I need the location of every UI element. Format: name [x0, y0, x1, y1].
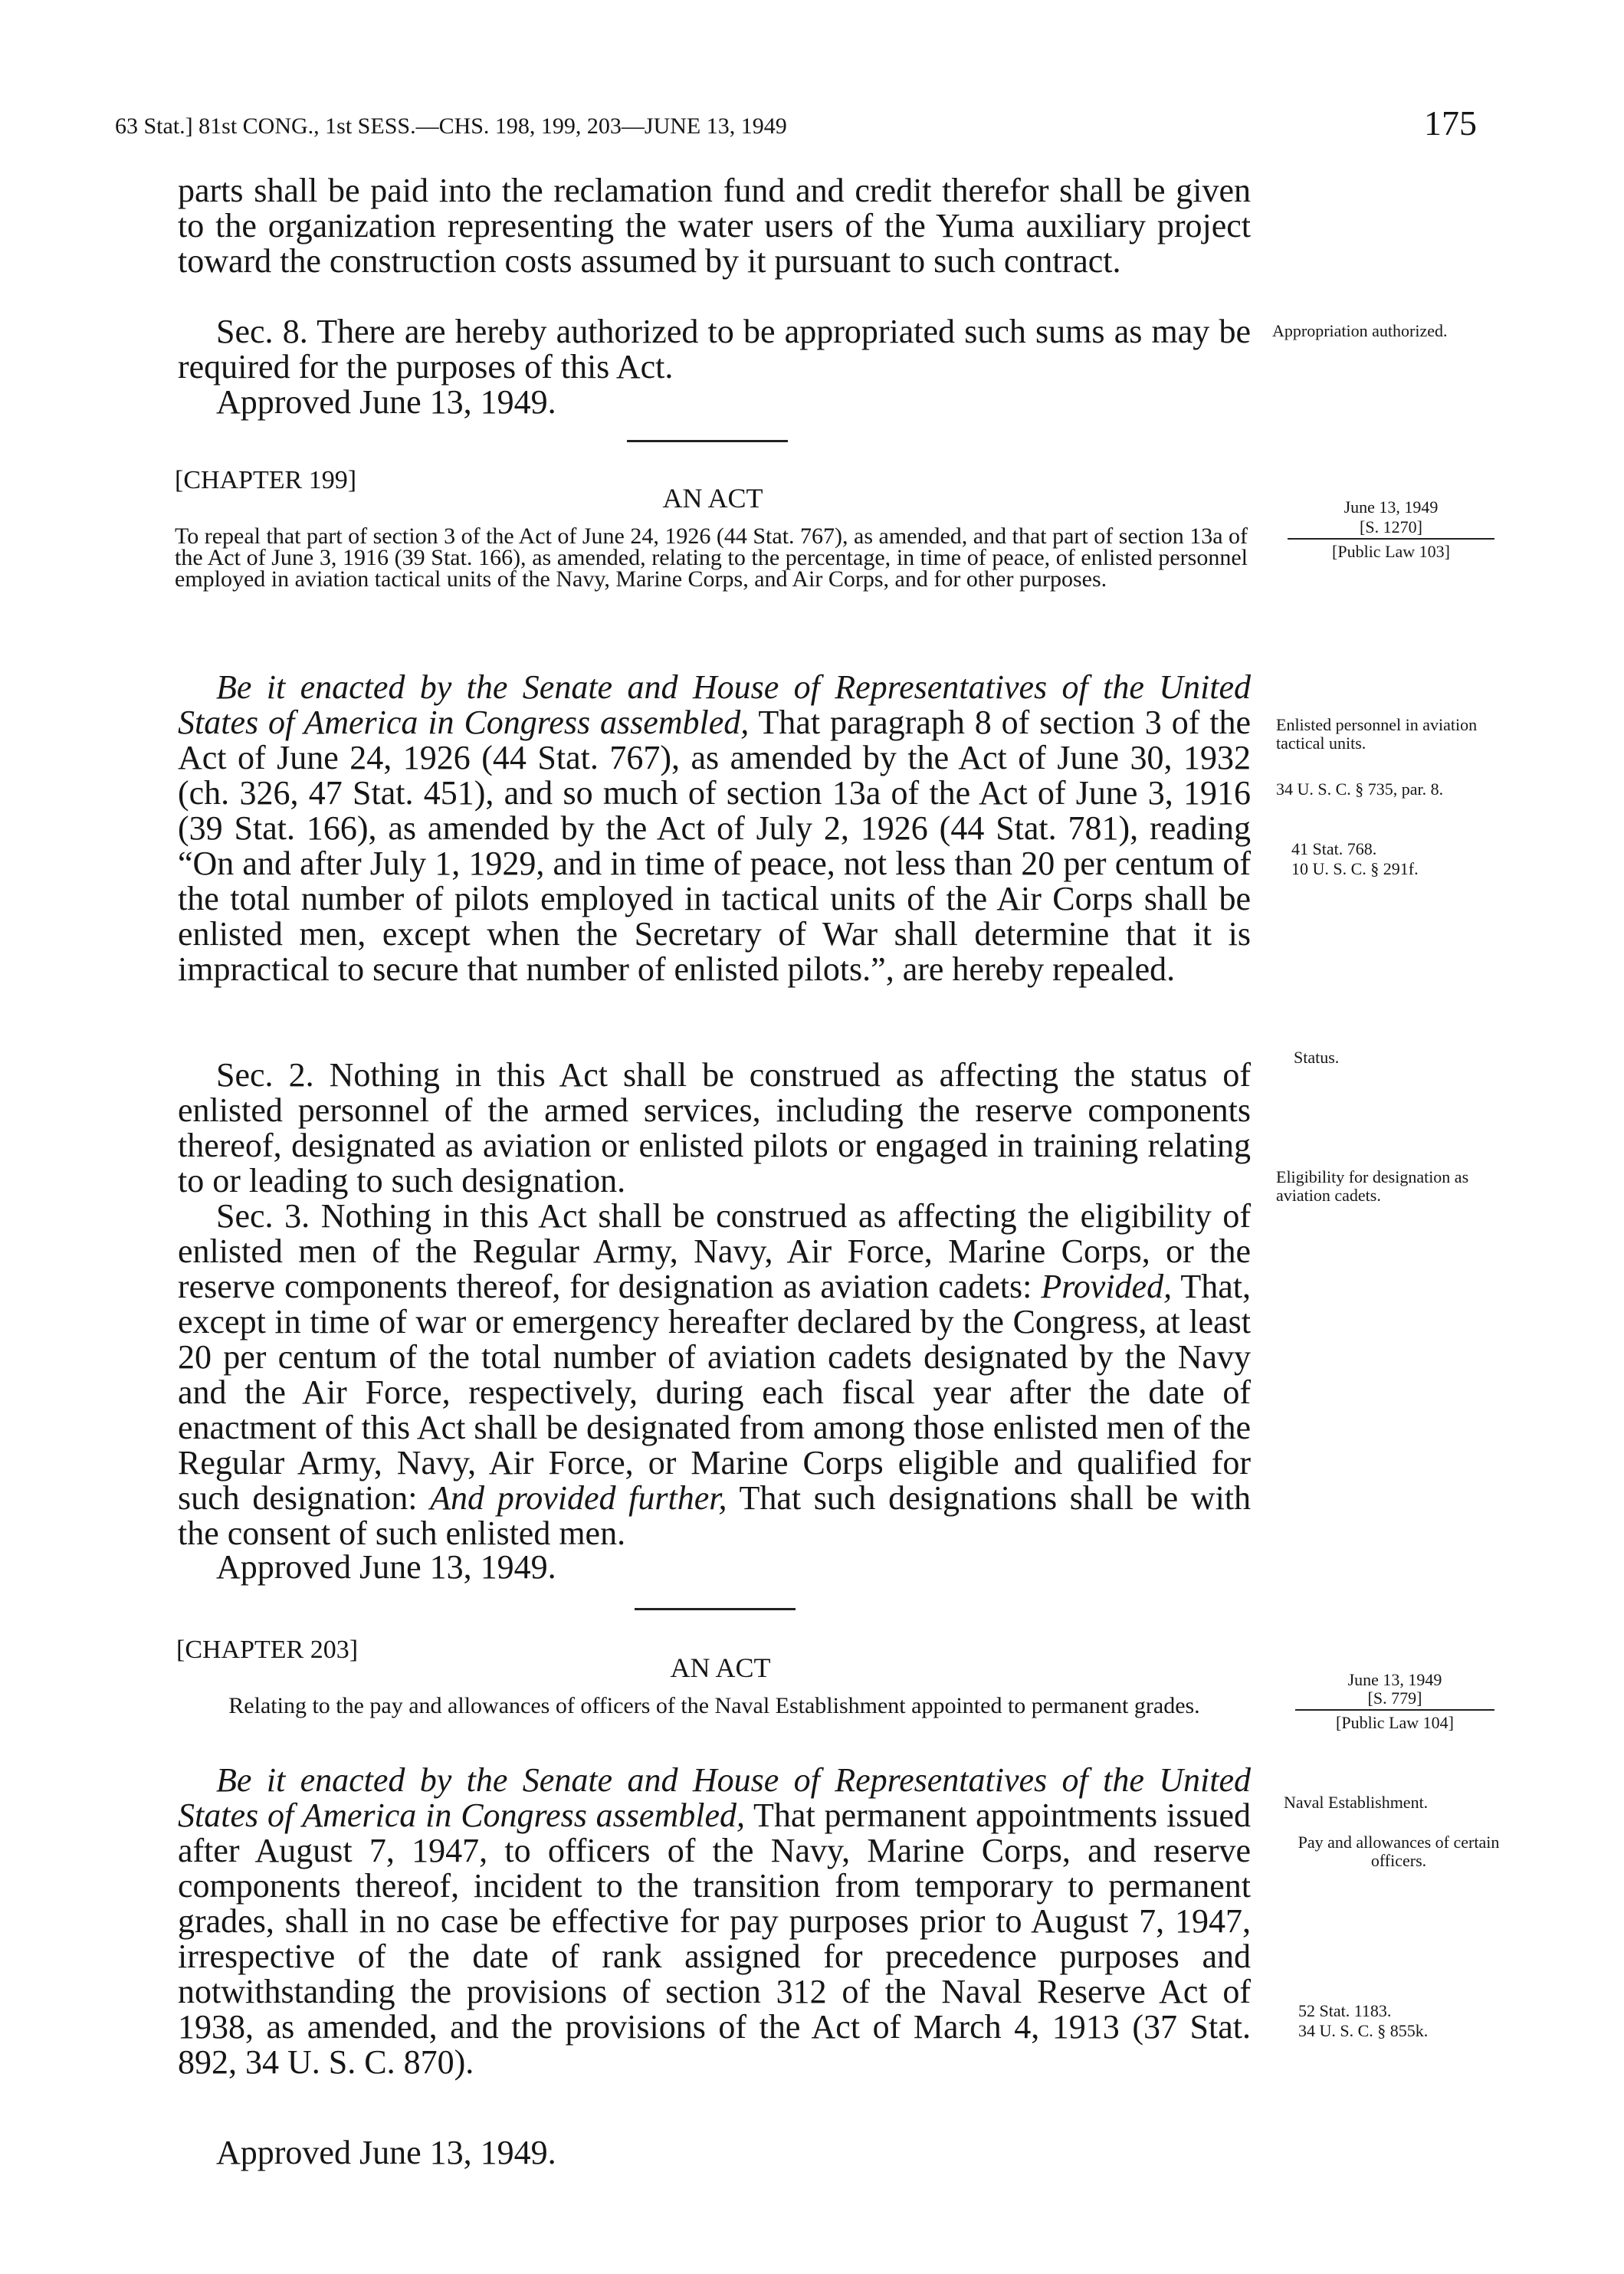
chapter-203-date: June 13, 1949	[1347, 1670, 1442, 1689]
chapter-199-section-2: Sec. 2. Nothing in this Act shall be construed as affecting the status of enlisted personnel of the armed services, including the reserve components thereof, designated as aviation or enlisted pilots or engaged in training relating to or leading to such designation.	[178, 1056, 1251, 1199]
chapter-199-summary: To repeal that part of section 3 of the Act of June 24, 1926 (44 Stat. 767), as amended, and that part of section 13a of the Act of June 3, 1916 (39 Stat. 166), as amended, relating to the percentage, in time of peace, of enlisted personnel employed in aviation tactical units of the Navy, Marine Corps, and Air Corps, and for other purposes.	[175, 523, 1248, 592]
chapter-199-section-3: Sec. 3. Nothing in this Act shall be construed as affecting the eligibility of enlisted men of the Regular Army, Navy, Air Force, Marine Corps, or the reserve components thereof, for designation as aviation cadets: Provided, That, except in time of war or emergency hereafter declared by the Congress, at least 20 per centum of the total number of aviation cadets designated by the Navy and the Air Force, respectively, during each fiscal year after the date of enactment of this Act shall be designated from among those enlisted men of the Regular Army, Navy, Air Force, or Marine Corps eligible and qualified for such designation: And provided further, That such designations shall be with the consent of such enlisted men.	[178, 1197, 1252, 1552]
chapter-199-label: [CHAPTER 199]	[175, 466, 357, 494]
enacting-clause: Be it enacted by the Senate and House of Representatives of the United States of America in Congress assembled,	[178, 668, 1251, 741]
chapter-203-public-law: [Public Law 104]	[1336, 1713, 1454, 1732]
approved-198: Approved June 13, 1949.	[216, 383, 556, 421]
chapter-199-section-1	[178, 670, 1251, 987]
note-stat-768: 41 Stat. 768.	[1291, 839, 1377, 858]
provided: Provided,	[1041, 1268, 1173, 1305]
note-enlisted: Enlisted personnel in aviation tactical units.	[1276, 715, 1478, 753]
chapter-199-side-rule	[1288, 538, 1494, 540]
enacting-clause-203: Be it enacted by the Senate and House of Representatives of the United States of America in Congress assembled,	[178, 1761, 1251, 1834]
chapter-199-public-law: [Public Law 103]	[1332, 542, 1450, 561]
approved-203: Approved June 13, 1949.	[216, 2134, 556, 2171]
running-header: 63 Stat.] 81st CONG., 1st SESS.—CHS. 198, 199, 203—JUNE 13, 1949	[115, 113, 787, 139]
note-usc-291f: 10 U. S. C. § 291f.	[1291, 859, 1419, 878]
chapter-199-bill: [S. 1270]	[1360, 517, 1422, 537]
chapter-199-date: June 13, 1949	[1343, 497, 1439, 517]
divider-1	[627, 440, 788, 442]
section-8: Sec. 8. There are hereby authorized to be appropriated such sums as may be required for the purposes of this Act.	[178, 313, 1251, 386]
intro-paragraph: parts shall be paid into the reclamation fund and credit therefor shall be given to the organization representing the water users of the Yuma auxiliary project toward the construction costs assumed by it pursuant to such contract.	[178, 172, 1251, 280]
chapter-203-summary: Relating to the pay and allowances of officers of the Naval Establishment appointed to permanent grades.	[228, 1693, 1200, 1718]
provided-further: And provided further,	[430, 1479, 727, 1517]
margin-appropriation: Appropriation authorized.	[1272, 321, 1448, 340]
chapter-203-section-1	[178, 1763, 1251, 2080]
section-1-text: That paragraph 8 of section 3 of the Act of June 24, 1926 (44 Stat. 767), as amended by the Act of June 30, 1932 (ch. 326, 47 Stat. 451), and so much of section 13a of the Act of June 3, 1916 (39 Stat. 166), as amended by the Act of July 2, 1926 (44 Stat. 781), reading “On and after July 1, 1929, and in time of peace, not less than 20 per centum of the total number of pilots employed in tactical units of the Air Corps shall be enlisted men, except when the Secretary of War shall determine that it is impractical to secure that number of enlisted pilots.”, are hereby repealed.	[178, 704, 1252, 988]
section-1-text-203: That permanent appointments issued after August 7, 1947, to officers of the Navy, Marine Corps, and reserve components thereof, incident to the transition from temporary to permanent grades, shall in no case be effective for pay purposes prior to August 7, 1947, irrespective of the date of rank assigned for precedence purposes and notwithstanding the provisions of section 312 of the Naval Reserve Act of 1938, as amended, and the provisions of the Act of March 4, 1913 (37 Stat. 892, 34 U. S. C. 870).	[178, 1797, 1251, 2081]
page-number: 175	[1424, 103, 1477, 143]
chapter-203-side-rule	[1295, 1709, 1494, 1711]
chapter-203-bill: [S. 779]	[1367, 1688, 1422, 1708]
note-pay: Pay and allowances of certain officers.	[1298, 1833, 1500, 1870]
note-status: Status.	[1294, 1048, 1340, 1067]
note-usc-855k: 34 U. S. C. § 855k.	[1298, 2021, 1429, 2040]
chapter-199-act-title: AN ACT	[662, 483, 763, 514]
chapter-203-act-title: AN ACT	[670, 1652, 771, 1683]
chapter-203-label: [CHAPTER 203]	[176, 1636, 359, 1664]
note-usc-735: 34 U. S. C. § 735, par. 8.	[1276, 779, 1444, 799]
note-eligibility: Eligibility for designation as aviation cadets.	[1276, 1167, 1469, 1205]
note-stat-1183: 52 Stat. 1183.	[1298, 2001, 1392, 2020]
divider-2	[635, 1608, 796, 1610]
approved-199: Approved June 13, 1949.	[216, 1548, 556, 1586]
note-naval: Naval Establishment.	[1284, 1793, 1429, 1812]
